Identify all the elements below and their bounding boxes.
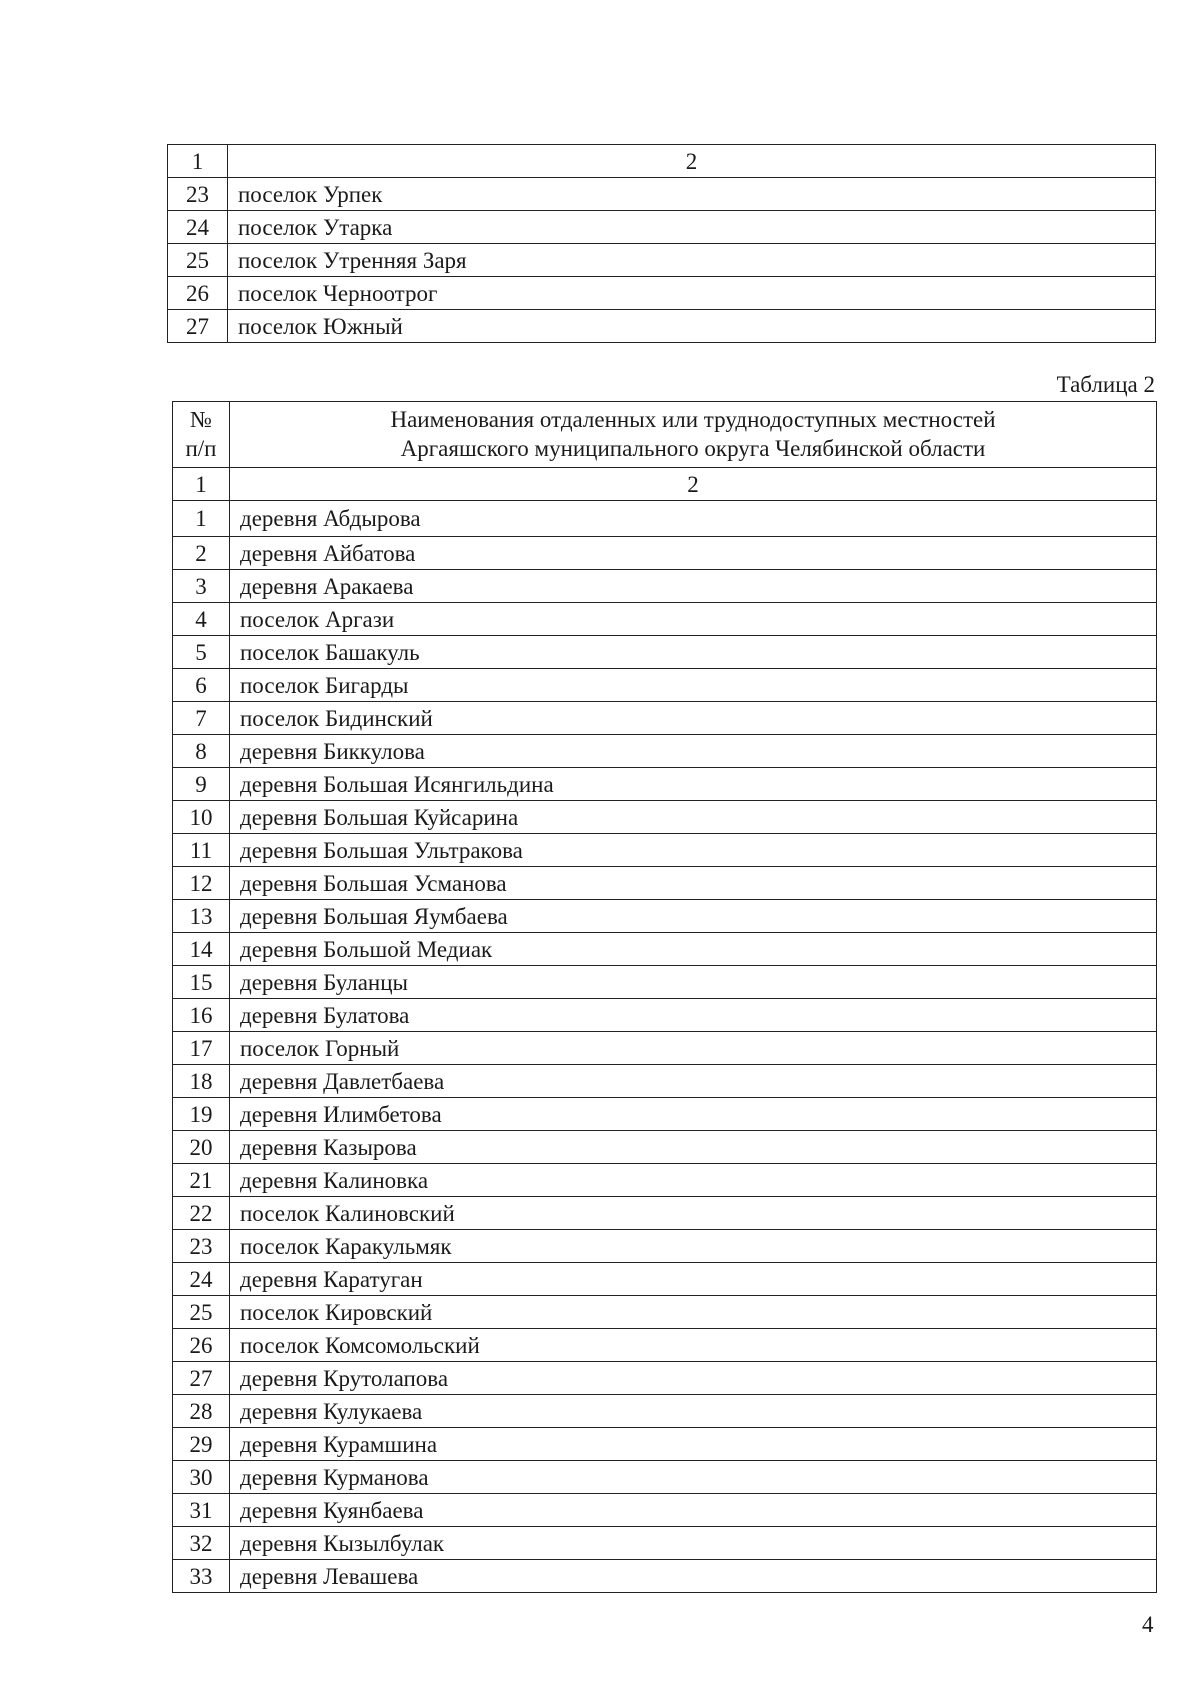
table-row bbox=[173, 999, 1157, 1032]
row-number: 8 bbox=[173, 735, 230, 768]
locality-name: поселок Бидинский bbox=[230, 702, 1157, 735]
locality-name: поселок Комсомольский bbox=[230, 1329, 1157, 1362]
header-name-line-2: Аргаяшского муниципального округа Челябинской области bbox=[400, 435, 986, 461]
row-number: 15 bbox=[173, 966, 230, 999]
locality-name: поселок Бигарды bbox=[230, 669, 1157, 702]
locality-name: поселок Южный bbox=[228, 310, 1156, 343]
locality-name: поселок Горный bbox=[230, 1032, 1157, 1065]
row-number: 6 bbox=[173, 669, 230, 702]
locality-name: деревня Кызылбулак bbox=[230, 1527, 1157, 1560]
table-row bbox=[173, 1560, 1157, 1593]
table-row bbox=[173, 1395, 1157, 1428]
table-row bbox=[173, 669, 1157, 702]
table-row bbox=[173, 1296, 1157, 1329]
table-row bbox=[173, 1164, 1157, 1197]
table1-body bbox=[168, 145, 1156, 343]
locality-name: деревня Давлетбаева bbox=[230, 1065, 1157, 1098]
row-number: 12 bbox=[173, 867, 230, 900]
table-row bbox=[173, 900, 1157, 933]
locality-name: деревня Крутолапова bbox=[230, 1362, 1157, 1395]
table-row bbox=[173, 537, 1157, 570]
locality-name: деревня Булатова bbox=[230, 999, 1157, 1032]
row-number: 7 bbox=[173, 702, 230, 735]
locality-name: деревня Левашева bbox=[230, 1560, 1157, 1593]
table-row bbox=[173, 735, 1157, 768]
table-row bbox=[173, 1263, 1157, 1296]
row-number: 11 bbox=[173, 834, 230, 867]
table-row bbox=[173, 1494, 1157, 1527]
table-row bbox=[173, 834, 1157, 867]
locality-name: поселок Калиновский bbox=[230, 1197, 1157, 1230]
table-row bbox=[173, 1098, 1157, 1131]
header-name-column bbox=[230, 402, 1157, 468]
row-number: 16 bbox=[173, 999, 230, 1032]
row-number: 27 bbox=[173, 1362, 230, 1395]
table-row bbox=[173, 1329, 1157, 1362]
table-row bbox=[168, 211, 1156, 244]
locality-name: деревня Большая Усманова bbox=[230, 867, 1157, 900]
row-number: 23 bbox=[173, 1230, 230, 1263]
settlements-table-continued bbox=[167, 144, 1156, 343]
locality-name: поселок Аргази bbox=[230, 603, 1157, 636]
locality-name: поселок Каракульмяк bbox=[230, 1230, 1157, 1263]
row-number: 9 bbox=[173, 768, 230, 801]
table-row bbox=[173, 570, 1157, 603]
row-number: 28 bbox=[173, 1395, 230, 1428]
row-number: 25 bbox=[173, 1296, 230, 1329]
row-number: 26 bbox=[168, 277, 228, 310]
row-number: 26 bbox=[173, 1329, 230, 1362]
row-number: 10 bbox=[173, 801, 230, 834]
table-row bbox=[173, 801, 1157, 834]
table-row bbox=[173, 501, 1157, 537]
row-number: 3 bbox=[173, 570, 230, 603]
locality-name: деревня Биккулова bbox=[230, 735, 1157, 768]
table2-caption: Таблица 2 bbox=[1056, 372, 1155, 397]
column-number-1: 1 bbox=[168, 145, 228, 178]
locality-name: деревня Айбатова bbox=[230, 537, 1157, 570]
column-number-row bbox=[168, 145, 1156, 178]
locality-name: поселок Утарка bbox=[228, 211, 1156, 244]
locality-name: деревня Курамшина bbox=[230, 1428, 1157, 1461]
table-row bbox=[173, 768, 1157, 801]
table-row bbox=[173, 1461, 1157, 1494]
locality-name: деревня Аракаева bbox=[230, 570, 1157, 603]
locality-name: деревня Абдырова bbox=[230, 501, 1157, 537]
table-row bbox=[173, 1230, 1157, 1263]
row-number: 13 bbox=[173, 900, 230, 933]
row-number: 24 bbox=[173, 1263, 230, 1296]
row-number: 20 bbox=[173, 1131, 230, 1164]
locality-name: деревня Курманова bbox=[230, 1461, 1157, 1494]
table-row bbox=[168, 178, 1156, 211]
locality-name: поселок Урпек bbox=[228, 178, 1156, 211]
table-row bbox=[173, 702, 1157, 735]
row-number: 25 bbox=[168, 244, 228, 277]
table-row bbox=[173, 1131, 1157, 1164]
row-number: 24 bbox=[168, 211, 228, 244]
table-row bbox=[173, 1428, 1157, 1461]
table-row bbox=[173, 1065, 1157, 1098]
table-row bbox=[173, 1032, 1157, 1065]
header-number-abbrev: п/п bbox=[185, 435, 217, 461]
locality-name: деревня Калиновка bbox=[230, 1164, 1157, 1197]
locality-name: поселок Утренняя Заря bbox=[228, 244, 1156, 277]
table-row bbox=[173, 1197, 1157, 1230]
column-number-2: 2 bbox=[228, 145, 1156, 178]
row-number: 23 bbox=[168, 178, 228, 211]
row-number: 5 bbox=[173, 636, 230, 669]
table2-body bbox=[173, 402, 1157, 1593]
table-row bbox=[173, 1527, 1157, 1560]
row-number: 1 bbox=[173, 501, 230, 537]
locality-name: поселок Кировский bbox=[230, 1296, 1157, 1329]
header-number-column bbox=[173, 402, 230, 468]
row-number: 19 bbox=[173, 1098, 230, 1131]
locality-name: деревня Буланцы bbox=[230, 966, 1157, 999]
row-number: 4 bbox=[173, 603, 230, 636]
locality-name: деревня Каратуган bbox=[230, 1263, 1157, 1296]
header-name-line-1: Наименования отдаленных или труднодоступных местностей bbox=[390, 406, 996, 432]
header-number-sign: № bbox=[190, 406, 212, 432]
column-number-1: 1 bbox=[173, 468, 230, 501]
table-row bbox=[173, 603, 1157, 636]
locality-name: деревня Большая Яумбаева bbox=[230, 900, 1157, 933]
table2-header-row bbox=[173, 402, 1157, 468]
locality-name: деревня Большая Ультракова bbox=[230, 834, 1157, 867]
table-row bbox=[168, 277, 1156, 310]
row-number: 18 bbox=[173, 1065, 230, 1098]
row-number: 32 bbox=[173, 1527, 230, 1560]
row-number: 2 bbox=[173, 537, 230, 570]
row-number: 27 bbox=[168, 310, 228, 343]
row-number: 33 bbox=[173, 1560, 230, 1593]
table-row bbox=[173, 933, 1157, 966]
row-number: 14 bbox=[173, 933, 230, 966]
table-row bbox=[173, 1362, 1157, 1395]
table-row bbox=[173, 867, 1157, 900]
table-row bbox=[168, 310, 1156, 343]
column-number-2: 2 bbox=[230, 468, 1157, 501]
locality-name: поселок Башакуль bbox=[230, 636, 1157, 669]
locality-name: деревня Казырова bbox=[230, 1131, 1157, 1164]
table-row bbox=[173, 636, 1157, 669]
row-number: 30 bbox=[173, 1461, 230, 1494]
locality-name: деревня Большой Медиак bbox=[230, 933, 1157, 966]
remote-localities-table bbox=[172, 401, 1157, 1593]
table-row bbox=[168, 244, 1156, 277]
row-number: 29 bbox=[173, 1428, 230, 1461]
row-number: 17 bbox=[173, 1032, 230, 1065]
row-number: 22 bbox=[173, 1197, 230, 1230]
row-number: 21 bbox=[173, 1164, 230, 1197]
column-number-row bbox=[173, 468, 1157, 501]
locality-name: деревня Кулукаева bbox=[230, 1395, 1157, 1428]
locality-name: поселок Черноотрог bbox=[228, 277, 1156, 310]
locality-name: деревня Большая Куйсарина bbox=[230, 801, 1157, 834]
locality-name: деревня Илимбетова bbox=[230, 1098, 1157, 1131]
locality-name: деревня Куянбаева bbox=[230, 1494, 1157, 1527]
table-row bbox=[173, 966, 1157, 999]
locality-name: деревня Большая Исянгильдина bbox=[230, 768, 1157, 801]
page-number: 4 bbox=[1142, 1612, 1154, 1637]
row-number: 31 bbox=[173, 1494, 230, 1527]
